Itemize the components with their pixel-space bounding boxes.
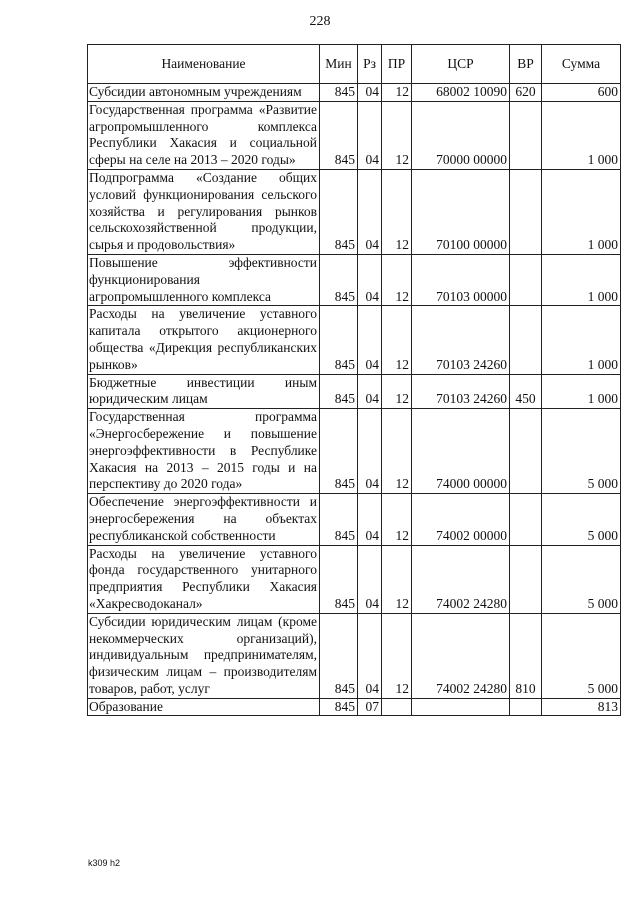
cell-pr: 12 xyxy=(382,409,412,494)
cell-sum: 1 000 xyxy=(542,374,621,409)
cell-rz: 04 xyxy=(358,101,382,169)
cell-pr xyxy=(382,698,412,716)
cell-pr: 12 xyxy=(382,494,412,545)
table-row xyxy=(88,254,621,305)
cell-min: 845 xyxy=(320,306,358,374)
table-header-row xyxy=(88,45,621,84)
cell-min: 845 xyxy=(320,254,358,305)
cell-rz: 04 xyxy=(358,613,382,698)
table-row xyxy=(88,698,621,716)
table-row xyxy=(88,101,621,169)
cell-pr: 12 xyxy=(382,306,412,374)
cell-name: Субсидии юридическим лицам (кроме некоммерческих организаций), индивидуальным предпринимателям, физическим лицам – производителям товаров, работ, услуг xyxy=(88,613,320,698)
cell-pr: 12 xyxy=(382,84,412,102)
cell-min: 845 xyxy=(320,84,358,102)
header-sum: Сумма xyxy=(542,45,621,84)
table-row xyxy=(88,306,621,374)
cell-vr xyxy=(510,169,542,254)
header-vr: ВР xyxy=(510,45,542,84)
cell-csr: 68002 10090 xyxy=(412,84,510,102)
cell-name: Бюджетные инвестиции иным юридическим лицам xyxy=(88,374,320,409)
cell-pr: 12 xyxy=(382,254,412,305)
cell-pr: 12 xyxy=(382,374,412,409)
header-csr: ЦСР xyxy=(412,45,510,84)
header-rz: Рз xyxy=(358,45,382,84)
cell-csr: 70103 24260 xyxy=(412,306,510,374)
cell-csr xyxy=(412,698,510,716)
cell-rz: 07 xyxy=(358,698,382,716)
cell-rz: 04 xyxy=(358,409,382,494)
cell-sum: 5 000 xyxy=(542,545,621,613)
cell-csr: 74002 24280 xyxy=(412,545,510,613)
cell-name: Расходы на увеличение уставного капитала открытого акционерного общества «Дирекция республиканских рынков» xyxy=(88,306,320,374)
header-min: Мин xyxy=(320,45,358,84)
cell-sum: 1 000 xyxy=(542,254,621,305)
cell-sum: 1 000 xyxy=(542,169,621,254)
header-name: Наименование xyxy=(88,45,320,84)
budget-table xyxy=(87,44,621,716)
cell-vr xyxy=(510,101,542,169)
cell-sum: 5 000 xyxy=(542,409,621,494)
table-row xyxy=(88,84,621,102)
header-pr: ПР xyxy=(382,45,412,84)
cell-csr: 74000 00000 xyxy=(412,409,510,494)
cell-vr: 810 xyxy=(510,613,542,698)
cell-min: 845 xyxy=(320,545,358,613)
cell-name: Повышение эффективности функционирования агропромышленного комплекса xyxy=(88,254,320,305)
cell-rz: 04 xyxy=(358,84,382,102)
table-row xyxy=(88,545,621,613)
page-number: 228 xyxy=(309,14,331,29)
cell-pr: 12 xyxy=(382,169,412,254)
table-body xyxy=(88,84,621,716)
cell-min: 845 xyxy=(320,169,358,254)
cell-vr xyxy=(510,254,542,305)
cell-pr: 12 xyxy=(382,101,412,169)
cell-sum: 1 000 xyxy=(542,101,621,169)
cell-name: Государственная программа «Развитие агропромышленного комплекса Республики Хакасия и социальной сферы на селе на 2013 – 2020 годы» xyxy=(88,101,320,169)
cell-name: Подпрограмма «Создание общих условий функционирования сельского хозяйства и регулирования рынков сельскохозяйственной продукции, сырья и продовольствия» xyxy=(88,169,320,254)
cell-vr xyxy=(510,306,542,374)
cell-csr: 70103 24260 xyxy=(412,374,510,409)
cell-name: Расходы на увеличение уставного фонда государственного унитарного предприятия Республики Хакасия «Хакресводоканал» xyxy=(88,545,320,613)
cell-rz: 04 xyxy=(358,254,382,305)
cell-sum: 1 000 xyxy=(542,306,621,374)
cell-rz: 04 xyxy=(358,374,382,409)
cell-csr: 70103 00000 xyxy=(412,254,510,305)
cell-csr: 70000 00000 xyxy=(412,101,510,169)
cell-name: Образование xyxy=(88,698,320,716)
table-row xyxy=(88,169,621,254)
cell-rz: 04 xyxy=(358,545,382,613)
cell-sum: 813 xyxy=(542,698,621,716)
cell-pr: 12 xyxy=(382,613,412,698)
cell-name: Государственная программа «Энергосбережение и повышение энергоэффективности в Республике Хакасия на 2013 – 2015 годы и на перспективу до 2020 года» xyxy=(88,409,320,494)
cell-vr xyxy=(510,545,542,613)
cell-pr: 12 xyxy=(382,545,412,613)
cell-min: 845 xyxy=(320,101,358,169)
cell-rz: 04 xyxy=(358,306,382,374)
cell-name: Субсидии автономным учреждениям xyxy=(88,84,320,102)
cell-vr xyxy=(510,494,542,545)
cell-min: 845 xyxy=(320,409,358,494)
cell-sum: 5 000 xyxy=(542,494,621,545)
cell-min: 845 xyxy=(320,494,358,545)
cell-vr: 450 xyxy=(510,374,542,409)
cell-min: 845 xyxy=(320,613,358,698)
cell-min: 845 xyxy=(320,698,358,716)
cell-csr: 70100 00000 xyxy=(412,169,510,254)
cell-min: 845 xyxy=(320,374,358,409)
table-row xyxy=(88,494,621,545)
cell-vr: 620 xyxy=(510,84,542,102)
cell-sum: 600 xyxy=(542,84,621,102)
cell-vr xyxy=(510,698,542,716)
table-row xyxy=(88,409,621,494)
footer-code: k309 h2 xyxy=(88,858,121,868)
table-row xyxy=(88,374,621,409)
cell-csr: 74002 24280 xyxy=(412,613,510,698)
cell-name: Обеспечение энергоэффективности и энергосбережения на объектах республиканской собственности xyxy=(88,494,320,545)
cell-csr: 74002 00000 xyxy=(412,494,510,545)
table-row xyxy=(88,613,621,698)
cell-sum: 5 000 xyxy=(542,613,621,698)
cell-rz: 04 xyxy=(358,494,382,545)
cell-rz: 04 xyxy=(358,169,382,254)
cell-vr xyxy=(510,409,542,494)
